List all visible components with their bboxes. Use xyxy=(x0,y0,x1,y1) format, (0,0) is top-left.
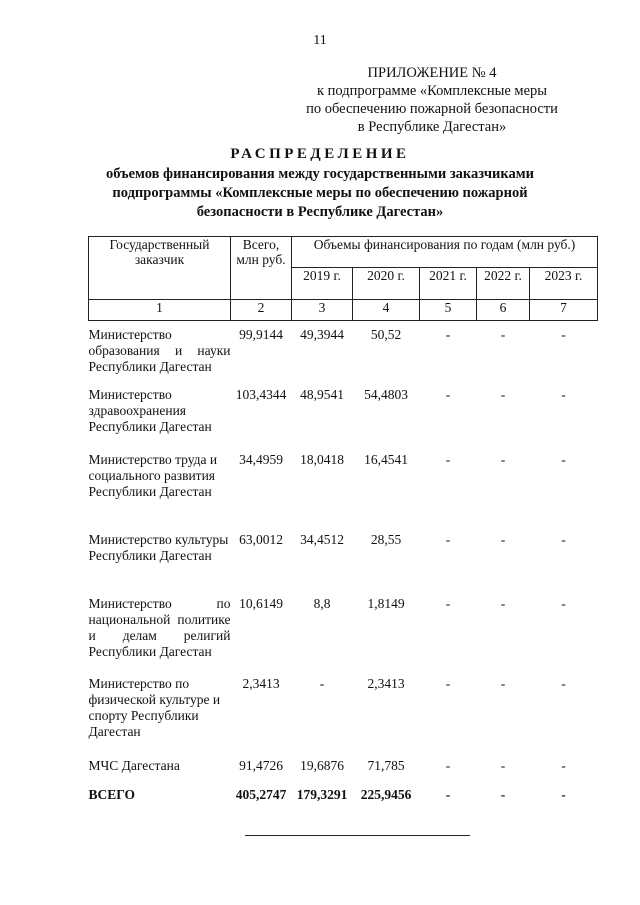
row-customer: Министерство культуры Республики Дагестан xyxy=(88,531,229,563)
heading-title: РАСПРЕДЕЛЕНИЕ xyxy=(230,146,410,162)
row-total: 34,4959 xyxy=(239,451,283,467)
row-total: 103,4344 xyxy=(235,386,287,402)
row-2021: - xyxy=(445,386,451,402)
total-row xyxy=(89,787,598,811)
column-number: 2 xyxy=(231,300,292,321)
column-number: 1 xyxy=(89,300,231,321)
total-2019: 179,3291 xyxy=(296,786,348,802)
row-customer: Министерство образования и науки Республики Дагестан xyxy=(88,327,231,374)
header-year-2022: 2022 г. xyxy=(477,268,530,300)
row-2021: - xyxy=(445,451,451,467)
row-2021: - xyxy=(445,675,451,691)
row-2020: 50,52 xyxy=(370,327,402,342)
row-2019: 8,8 xyxy=(313,595,331,611)
table-row xyxy=(89,596,598,676)
row-2021: - xyxy=(445,327,451,342)
row-2023: - xyxy=(561,757,566,773)
heading-line-2: подпрограммы «Комплексные меры по обеспечению пожарной xyxy=(112,185,528,201)
appendix-line-2: по обеспечению пожарной безопасности xyxy=(306,101,558,117)
row-customer: Министерство труда и социального развития Республики Дагестан xyxy=(88,451,218,499)
column-number: 4 xyxy=(353,300,420,321)
row-2022: - xyxy=(500,327,506,342)
table-row xyxy=(89,452,598,532)
total-2023: - xyxy=(561,786,566,802)
row-2022: - xyxy=(500,451,506,467)
header-year-2023: 2023 г. xyxy=(530,268,598,300)
row-2019: 49,3944 xyxy=(300,327,344,342)
row-customer: Министерство по физической культуре и спорту Республики Дагестан xyxy=(88,675,221,739)
header-volumes: Объемы финансирования по годам (млн руб.) xyxy=(292,237,598,268)
row-2020: 2,3413 xyxy=(367,675,405,691)
row-customer: МЧС Дагестана xyxy=(88,757,180,773)
column-number: 5 xyxy=(420,300,477,321)
table-row xyxy=(89,758,598,787)
row-2020: 28,55 xyxy=(370,531,402,547)
row-2020: 71,785 xyxy=(367,757,405,773)
row-2023: - xyxy=(561,595,566,611)
row-customer: Министерство здравоохранения Республики Дагестан xyxy=(88,386,212,434)
document-heading xyxy=(60,146,580,222)
row-2022: - xyxy=(500,531,506,547)
row-2022: - xyxy=(500,757,506,773)
total-sum: 405,2747 xyxy=(235,786,287,802)
row-2021: - xyxy=(445,595,451,611)
header-total: Всего, млн руб. xyxy=(231,237,292,300)
row-total: 91,4726 xyxy=(239,757,283,773)
total-2021: - xyxy=(445,786,451,802)
row-2019: - xyxy=(319,675,325,691)
appendix-line-1: к подпрограмме «Комплексные меры xyxy=(316,83,547,99)
column-number: 7 xyxy=(530,300,598,321)
row-2022: - xyxy=(500,386,506,402)
row-2022: - xyxy=(500,675,506,691)
total-2022: - xyxy=(500,786,506,802)
heading-line-1: объемов финансирования между государственными заказчиками xyxy=(105,166,534,182)
page-number: 11 xyxy=(313,33,327,48)
row-2021: - xyxy=(445,757,451,773)
row-2020: 1,8149 xyxy=(367,595,405,611)
row-2020: 54,4803 xyxy=(364,386,408,402)
row-2019: 34,4512 xyxy=(300,531,344,547)
financing-table xyxy=(88,236,598,811)
header-year-2021: 2021 г. xyxy=(420,268,477,300)
row-2019: 19,6876 xyxy=(300,757,344,773)
row-total: 10,6149 xyxy=(239,595,283,611)
table-row xyxy=(89,676,598,758)
appendix-title: ПРИЛОЖЕНИЕ № 4 xyxy=(367,65,497,81)
closing-divider xyxy=(245,835,470,836)
column-number: 6 xyxy=(477,300,530,321)
row-2022: - xyxy=(500,595,506,611)
row-2019: 18,0418 xyxy=(300,451,344,467)
row-2023: - xyxy=(561,675,566,691)
table-row xyxy=(89,387,598,452)
row-2019: 48,9541 xyxy=(300,386,344,402)
row-2023: - xyxy=(561,451,566,467)
row-total: 63,0012 xyxy=(239,531,283,547)
row-2023: - xyxy=(561,531,566,547)
appendix-block xyxy=(292,64,572,136)
column-number: 3 xyxy=(292,300,353,321)
row-total: 2,3413 xyxy=(242,675,280,691)
heading-line-3: безопасности в Республике Дагестан» xyxy=(196,204,444,220)
row-2020: 16,4541 xyxy=(364,451,408,467)
row-2023: - xyxy=(561,386,566,402)
header-customer: Государственный заказчик xyxy=(89,237,231,300)
header-year-2020: 2020 г. xyxy=(353,268,420,300)
header-year-2019: 2019 г. xyxy=(292,268,353,300)
total-label: ВСЕГО xyxy=(88,786,136,802)
row-2023: - xyxy=(561,327,566,342)
row-customer: Министерство по национальной политике и делам религий Республики Дагестан xyxy=(88,595,231,659)
row-total: 99,9144 xyxy=(239,327,283,342)
table-row xyxy=(89,532,598,596)
total-2020: 225,9456 xyxy=(360,786,412,802)
row-2021: - xyxy=(445,531,451,547)
appendix-line-3: в Республике Дагестан» xyxy=(357,119,507,135)
table-row xyxy=(89,321,598,387)
